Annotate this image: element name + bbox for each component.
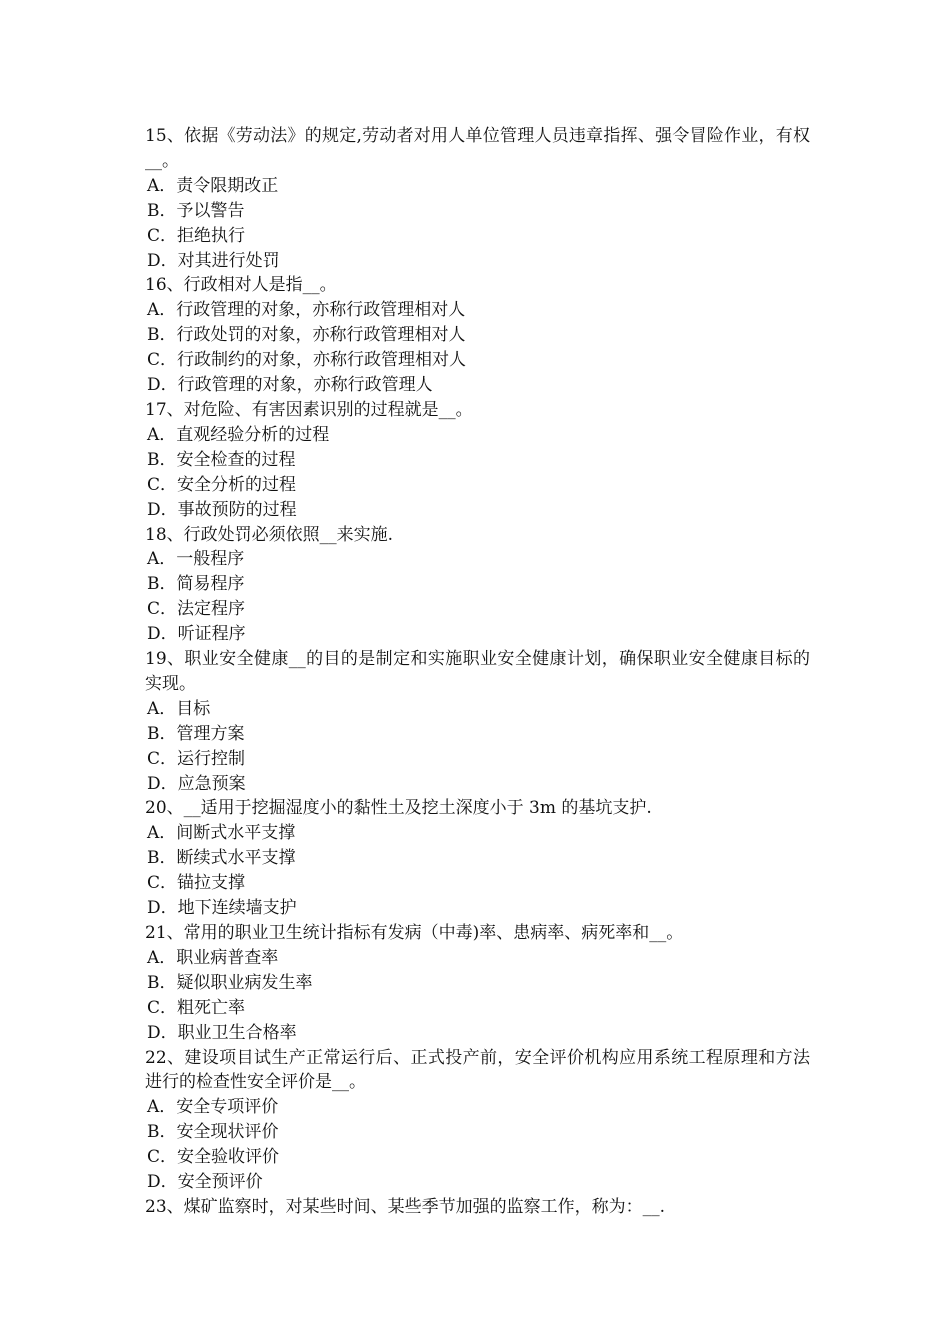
question-22	[145, 1046, 810, 1195]
option-d: D．对其进行处罚	[147, 250, 280, 271]
question-stem: 21、常用的职业卫生统计指标有发病（中毒)率、患病率、病死率和__。	[145, 923, 684, 943]
question-stem: 23、煤矿监察时，对某些时间、某些季节加强的监察工作，称为：__.	[145, 1196, 666, 1217]
document-page	[145, 124, 810, 1220]
question-20	[145, 796, 810, 921]
option-d: D．地下连续墙支护	[147, 898, 297, 919]
question-stem: 18、行政处罚必须依照__来实施.	[145, 524, 394, 545]
question-21	[145, 921, 810, 1046]
option-b: B．安全现状评价	[147, 1122, 279, 1143]
option-b: B．断续式水平支撑	[147, 848, 296, 869]
option-b: B．行政处罚的对象，亦称行政管理相对人	[147, 325, 466, 346]
option-d: D．安全预评价	[147, 1172, 263, 1193]
option-c: C．安全验收评价	[147, 1147, 280, 1168]
option-a: A．安全专项评价	[147, 1097, 279, 1118]
question-stem: 20、__适用于挖掘湿度小的黏性土及挖土深度小于 3m 的基坑支护.	[145, 798, 652, 819]
question-23	[145, 1195, 810, 1220]
option-a: A．职业病普查率	[147, 947, 279, 968]
option-c: C．粗死亡率	[147, 997, 246, 1018]
question-stem: 15、依据《劳动法》的规定,劳动者对用人单位管理人员违章指挥、强令冒险作业，有权__。	[145, 126, 810, 171]
option-d: D．听证程序	[147, 624, 246, 645]
question-17	[145, 398, 810, 523]
question-stem: 19、职业安全健康__的目的是制定和实施职业安全健康计划，确保职业安全健康目标的实现。	[145, 649, 810, 694]
question-15	[145, 124, 810, 273]
option-d: D．事故预防的过程	[147, 499, 297, 520]
option-a: A．间断式水平支撑	[147, 823, 296, 844]
option-c: C．锚拉支撑	[147, 873, 246, 894]
option-a: A．直观经验分析的过程	[147, 424, 330, 445]
question-19	[145, 647, 810, 796]
option-a: A．行政管理的对象，亦称行政管理相对人	[147, 300, 466, 321]
option-d: D．应急预案	[147, 773, 246, 794]
option-a: A．目标	[147, 698, 211, 719]
option-b: B．安全检查的过程	[147, 449, 296, 470]
option-c: C．拒绝执行	[147, 225, 246, 246]
question-16	[145, 273, 810, 398]
option-a: A．责令限期改正	[147, 175, 279, 196]
option-b: B．疑似职业病发生率	[147, 972, 313, 993]
question-stem: 22、建设项目试生产正常运行后、正式投产前，安全评价机构应用系统工程原理和方法进行的检查性安全评价是__。	[145, 1047, 810, 1093]
question-18	[145, 523, 810, 648]
question-stem: 16、行政相对人是指__。	[145, 275, 337, 296]
option-b: B．管理方案	[147, 723, 245, 744]
option-b: B．予以警告	[147, 200, 245, 221]
option-d: D．行政管理的对象，亦称行政管理人	[147, 375, 433, 396]
question-stem: 17、对危险、有害因素识别的过程就是__。	[145, 399, 473, 420]
option-c: C．法定程序	[147, 599, 246, 620]
option-d: D．职业卫生合格率	[147, 1022, 297, 1043]
option-a: A．一般程序	[147, 549, 245, 570]
option-c: C．运行控制	[147, 748, 246, 769]
option-c: C．安全分析的过程	[147, 474, 297, 495]
option-b: B．简易程序	[147, 574, 245, 595]
option-c: C．行政制约的对象，亦称行政管理相对人	[147, 350, 467, 371]
